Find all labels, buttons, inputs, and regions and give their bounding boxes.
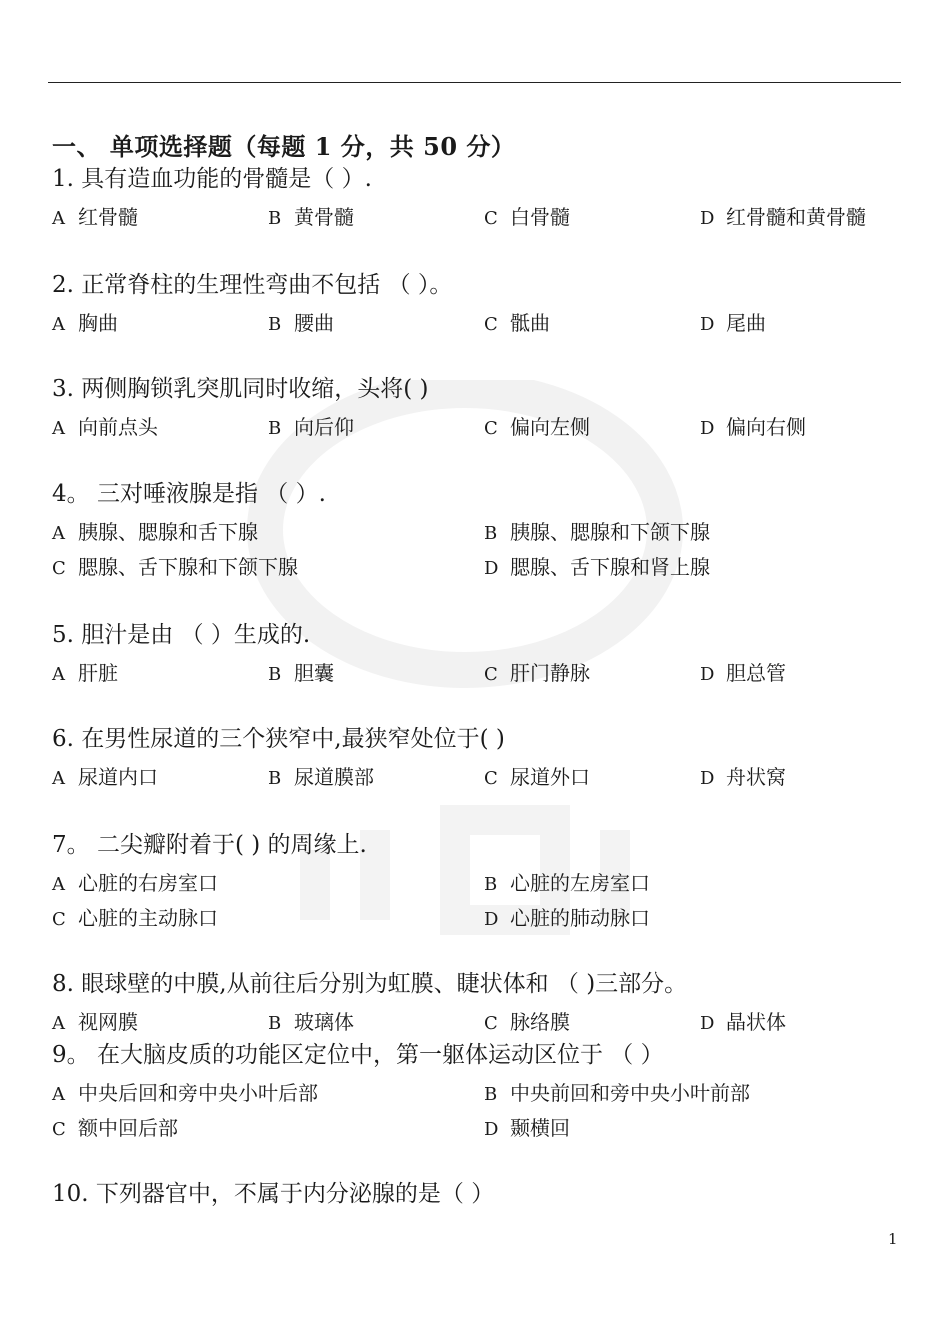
option-text: 肝门静脉 (510, 661, 590, 685)
option-letter: B (268, 314, 282, 335)
option-letter: D (700, 768, 715, 789)
option-text: 胰腺、腮腺和下颌下腺 (510, 520, 710, 544)
option-letter: D (700, 208, 715, 229)
question-9 (52, 1040, 912, 1146)
option-text: 白骨髓 (510, 205, 570, 229)
option-a (52, 656, 118, 692)
option-row (52, 760, 912, 795)
question-stem: 5. 胆汁是由 （ ）生成的. (52, 622, 311, 648)
option-letter: B (268, 208, 282, 229)
option-letter: D (700, 664, 715, 685)
option-letter: B (268, 1013, 282, 1034)
option-letter: B (484, 523, 498, 544)
option-d (700, 656, 786, 692)
option-c (52, 901, 218, 937)
option-row (52, 1076, 912, 1111)
page-number: 1 (888, 1230, 898, 1248)
option-text: 腮腺、舌下腺和肾上腺 (510, 555, 710, 579)
question-8 (52, 969, 912, 1040)
option-text: 中央后回和旁中央小叶后部 (78, 1081, 318, 1105)
option-letter: C (484, 208, 498, 229)
option-c (484, 760, 590, 796)
option-c (484, 1005, 570, 1041)
option-row (52, 550, 912, 585)
option-letter: A (52, 874, 65, 895)
option-text: 腰曲 (294, 311, 334, 335)
option-d (700, 760, 786, 796)
question-2 (52, 270, 912, 341)
option-c (52, 550, 298, 586)
option-text: 尾曲 (726, 311, 766, 335)
option-letter: B (268, 768, 282, 789)
question-3 (52, 374, 912, 445)
option-a (52, 515, 258, 551)
option-text: 黄骨髓 (294, 205, 354, 229)
option-d (700, 410, 806, 446)
option-row (52, 866, 912, 901)
option-group (52, 1005, 912, 1040)
option-a (52, 1076, 318, 1112)
option-letter: C (52, 558, 66, 579)
question-stem: 7。 二尖瓣附着于( ) 的周缘上. (52, 832, 367, 858)
option-a (52, 760, 158, 796)
question-stem: 2. 正常脊柱的生理性弯曲不包括 （ ）。 (52, 272, 453, 298)
option-c (484, 306, 550, 342)
option-letter: D (700, 314, 715, 335)
option-group (52, 866, 912, 936)
option-text: 心脏的肺动脉口 (510, 906, 650, 930)
option-a (52, 866, 218, 902)
option-text: 颞横回 (510, 1116, 570, 1140)
option-letter: D (484, 909, 499, 930)
option-d (700, 306, 766, 342)
option-letter: B (484, 874, 498, 895)
option-b (268, 200, 354, 236)
option-text: 偏向左侧 (510, 415, 590, 439)
question-stem: 6. 在男性尿道的三个狭窄中,最狭窄处位于( ) (52, 726, 505, 752)
option-row (52, 306, 912, 341)
section-title: 一、 单项选择题（每题 1 分，共 50 分） (52, 132, 516, 161)
option-letter: A (52, 768, 65, 789)
question-stem: 4。 三对唾液腺是指 （ ）. (52, 481, 326, 507)
option-text: 胆总管 (726, 661, 786, 685)
option-text: 视网膜 (78, 1010, 138, 1034)
option-text: 心脏的右房室口 (78, 871, 218, 895)
option-text: 尿道内口 (78, 765, 158, 789)
option-b (268, 656, 334, 692)
header-rule (48, 82, 901, 83)
option-letter: B (268, 418, 282, 439)
option-text: 腮腺、舌下腺和下颌下腺 (78, 555, 298, 579)
option-a (52, 200, 138, 236)
option-letter: A (52, 1013, 65, 1034)
option-letter: A (52, 1084, 65, 1105)
option-d (484, 901, 650, 937)
option-text: 向前点头 (78, 415, 158, 439)
option-b (484, 515, 710, 551)
option-text: 尿道外口 (510, 765, 590, 789)
option-letter: C (484, 1013, 498, 1034)
option-text: 额中回后部 (78, 1116, 178, 1140)
option-text: 脉络膜 (510, 1010, 570, 1034)
question-6 (52, 724, 912, 795)
question-7 (52, 830, 912, 936)
option-group (52, 306, 912, 341)
option-letter: C (52, 1119, 66, 1140)
option-row (52, 410, 912, 445)
option-group (52, 656, 912, 691)
option-row (52, 1111, 912, 1146)
option-text: 红骨髓和黄骨髓 (726, 205, 866, 229)
question-4 (52, 479, 912, 585)
option-letter: C (484, 314, 498, 335)
option-text: 胸曲 (78, 311, 118, 335)
option-letter: D (484, 558, 499, 579)
option-d (484, 1111, 570, 1147)
option-c (52, 1111, 178, 1147)
option-d (484, 550, 710, 586)
option-letter: A (52, 314, 65, 335)
option-b (484, 1076, 750, 1112)
option-text: 玻璃体 (294, 1010, 354, 1034)
option-letter: D (700, 1013, 715, 1034)
option-b (268, 760, 374, 796)
option-a (52, 306, 118, 342)
option-text: 胆囊 (294, 661, 334, 685)
option-letter: C (484, 768, 498, 789)
option-b (268, 306, 334, 342)
question-5 (52, 620, 912, 691)
option-a (52, 410, 158, 446)
option-letter: C (52, 909, 66, 930)
option-d (700, 200, 866, 236)
option-letter: D (484, 1119, 499, 1140)
option-b (268, 410, 354, 446)
question-stem: 10. 下列器官中，不属于内分泌腺的是（ ） (52, 1181, 495, 1207)
option-text: 胰腺、腮腺和舌下腺 (78, 520, 258, 544)
option-text: 偏向右侧 (726, 415, 806, 439)
question-1 (52, 164, 912, 235)
question-stem: 3. 两侧胸锁乳突肌同时收缩，头将( ) (52, 376, 429, 402)
option-row (52, 200, 912, 235)
option-letter: A (52, 523, 65, 544)
option-group (52, 760, 912, 795)
option-text: 舟状窝 (726, 765, 786, 789)
option-group (52, 410, 912, 445)
option-row (52, 1005, 912, 1040)
option-letter: C (484, 664, 498, 685)
question-stem: 9。 在大脑皮质的功能区定位中，第一躯体运动区位于 （ ） (52, 1042, 664, 1068)
option-a (52, 1005, 138, 1041)
option-letter: A (52, 418, 65, 439)
option-c (484, 200, 570, 236)
option-letter: D (700, 418, 715, 439)
option-text: 晶状体 (726, 1010, 786, 1034)
option-group (52, 515, 912, 585)
question-10 (52, 1179, 912, 1209)
option-letter: C (484, 418, 498, 439)
question-stem: 8. 眼球壁的中膜,从前往后分别为虹膜、睫状体和 （ )三部分。 (52, 971, 688, 997)
option-text: 中央前回和旁中央小叶前部 (510, 1081, 750, 1105)
option-letter: A (52, 664, 65, 685)
option-text: 尿道膜部 (294, 765, 374, 789)
option-text: 心脏的左房室口 (510, 871, 650, 895)
option-letter: B (268, 664, 282, 685)
option-letter: B (484, 1084, 498, 1105)
option-letter: A (52, 208, 65, 229)
option-d (700, 1005, 786, 1041)
option-text: 心脏的主动脉口 (78, 906, 218, 930)
option-group (52, 1076, 912, 1146)
option-row (52, 656, 912, 691)
option-text: 肝脏 (78, 661, 118, 685)
option-row (52, 901, 912, 936)
option-text: 骶曲 (510, 311, 550, 335)
option-row (52, 515, 912, 550)
option-b (268, 1005, 354, 1041)
option-c (484, 410, 590, 446)
option-c (484, 656, 590, 692)
option-text: 向后仰 (294, 415, 354, 439)
question-stem: 1. 具有造血功能的骨髓是（ ）. (52, 166, 372, 192)
option-text: 红骨髓 (78, 205, 138, 229)
option-group (52, 200, 912, 235)
option-b (484, 866, 650, 902)
